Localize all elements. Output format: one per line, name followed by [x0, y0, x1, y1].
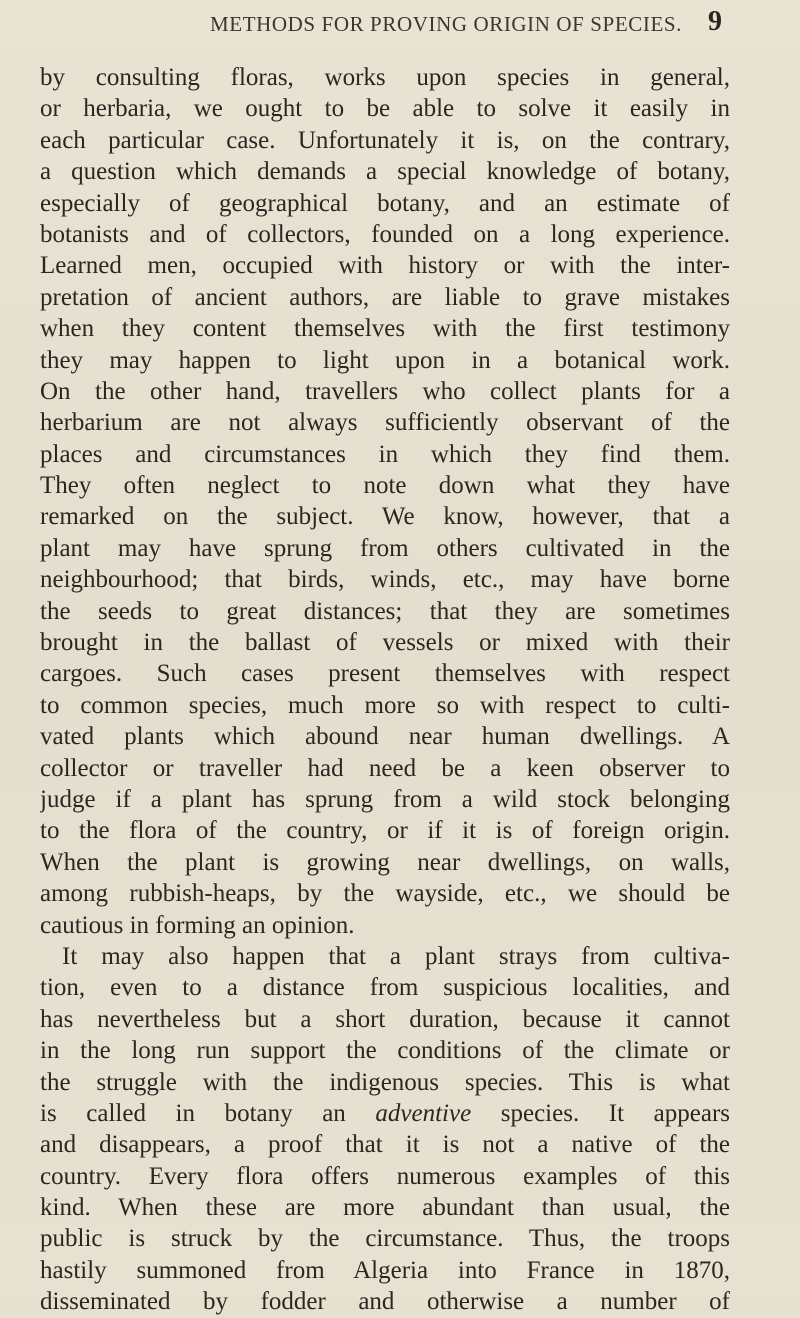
text-line: kind. When these are more abundant than usual, the — [40, 1194, 730, 1222]
text-line-adventive: is called in botany an adventive species. It appears — [40, 1099, 730, 1127]
text-line: among rubbish-heaps, by the wayside, etc., we should be — [40, 880, 730, 908]
text-line: to common species, much more so with respect to culti- — [40, 691, 730, 719]
text-line: On the other hand, travellers who collect plants for a — [40, 377, 730, 405]
text-line: and disappears, a proof that it is not a native of the — [40, 1131, 730, 1159]
text-line: It may also happen that a plant strays from cultiva- — [62, 942, 730, 970]
text-line: a question which demands a special knowledge of botany, — [40, 158, 730, 186]
text-line: They often neglect to note down what they have — [40, 472, 730, 500]
text-line: each particular case. Unfortunately it is, on the contrary, — [40, 126, 730, 154]
text-line: When the plant is growing near dwellings, on walls, — [40, 848, 730, 876]
text-line: cargoes. Such cases present themselves with respect — [40, 660, 730, 688]
page-number: 9 — [708, 6, 722, 37]
paragraph-1 — [40, 62, 730, 941]
text-line: to the flora of the country, or if it is of foreign origin. — [40, 817, 730, 845]
text-line: disseminated by fodder and otherwise a number of — [40, 1288, 730, 1316]
text-line: has nevertheless but a short duration, because it cannot — [40, 1005, 730, 1033]
text-line: remarked on the subject. We know, however, that a — [40, 503, 730, 531]
text-line: or herbaria, we ought to be able to solve it easily in — [40, 95, 730, 123]
text-line: cautious in forming an opinion. — [40, 911, 355, 939]
text-line: country. Every flora offers numerous examples of this — [40, 1162, 730, 1190]
text-line: brought in the ballast of vessels or mixed with their — [40, 629, 730, 657]
text-line: botanists and of collectors, founded on a long experience. — [40, 220, 730, 248]
text-line: public is struck by the circumstance. Thus, the troops — [40, 1225, 730, 1253]
text-line: pretation of ancient authors, are liable to grave mistakes — [40, 283, 730, 311]
running-title: METHODS FOR PROVING ORIGIN OF SPECIES. — [210, 12, 683, 36]
text-line: the seeds to great distances; that they are sometimes — [40, 597, 730, 625]
text-line: the struggle with the indigenous species. This is what — [40, 1068, 730, 1096]
text-line: neighbourhood; that birds, winds, etc., may have borne — [40, 566, 730, 594]
paragraph-2 — [40, 941, 730, 1318]
text-line: in the long run support the conditions of the climate or — [40, 1037, 730, 1065]
text-line: when they content themselves with the first testimony — [40, 315, 730, 343]
body-text — [40, 62, 730, 1318]
text-line: Learned men, occupied with history or with the inter- — [40, 252, 730, 280]
text-line: tion, even to a distance from suspicious localities, and — [40, 974, 730, 1002]
text-line: judge if a plant has sprung from a wild stock belonging — [40, 785, 730, 813]
adventive-emphasis: adventive — [375, 1099, 472, 1127]
text-line: especially of geographical botany, and an estimate of — [40, 189, 730, 217]
text-line: plant may have sprung from others cultivated in the — [40, 534, 730, 562]
text-line: herbarium are not always sufficiently observant of the — [40, 409, 730, 437]
text-line: they may happen to light upon in a botanical work. — [40, 346, 730, 374]
text-line: vated plants which abound near human dwellings. A — [40, 723, 730, 751]
text-line: collector or traveller had need be a keen observer to — [40, 754, 730, 782]
running-head — [0, 0, 800, 60]
text-line: hastily summoned from Algeria into France in 1870, — [40, 1256, 730, 1284]
text-line: by consulting floras, works upon species in general, — [40, 64, 730, 91]
text-line: places and circumstances in which they find them. — [40, 440, 730, 468]
